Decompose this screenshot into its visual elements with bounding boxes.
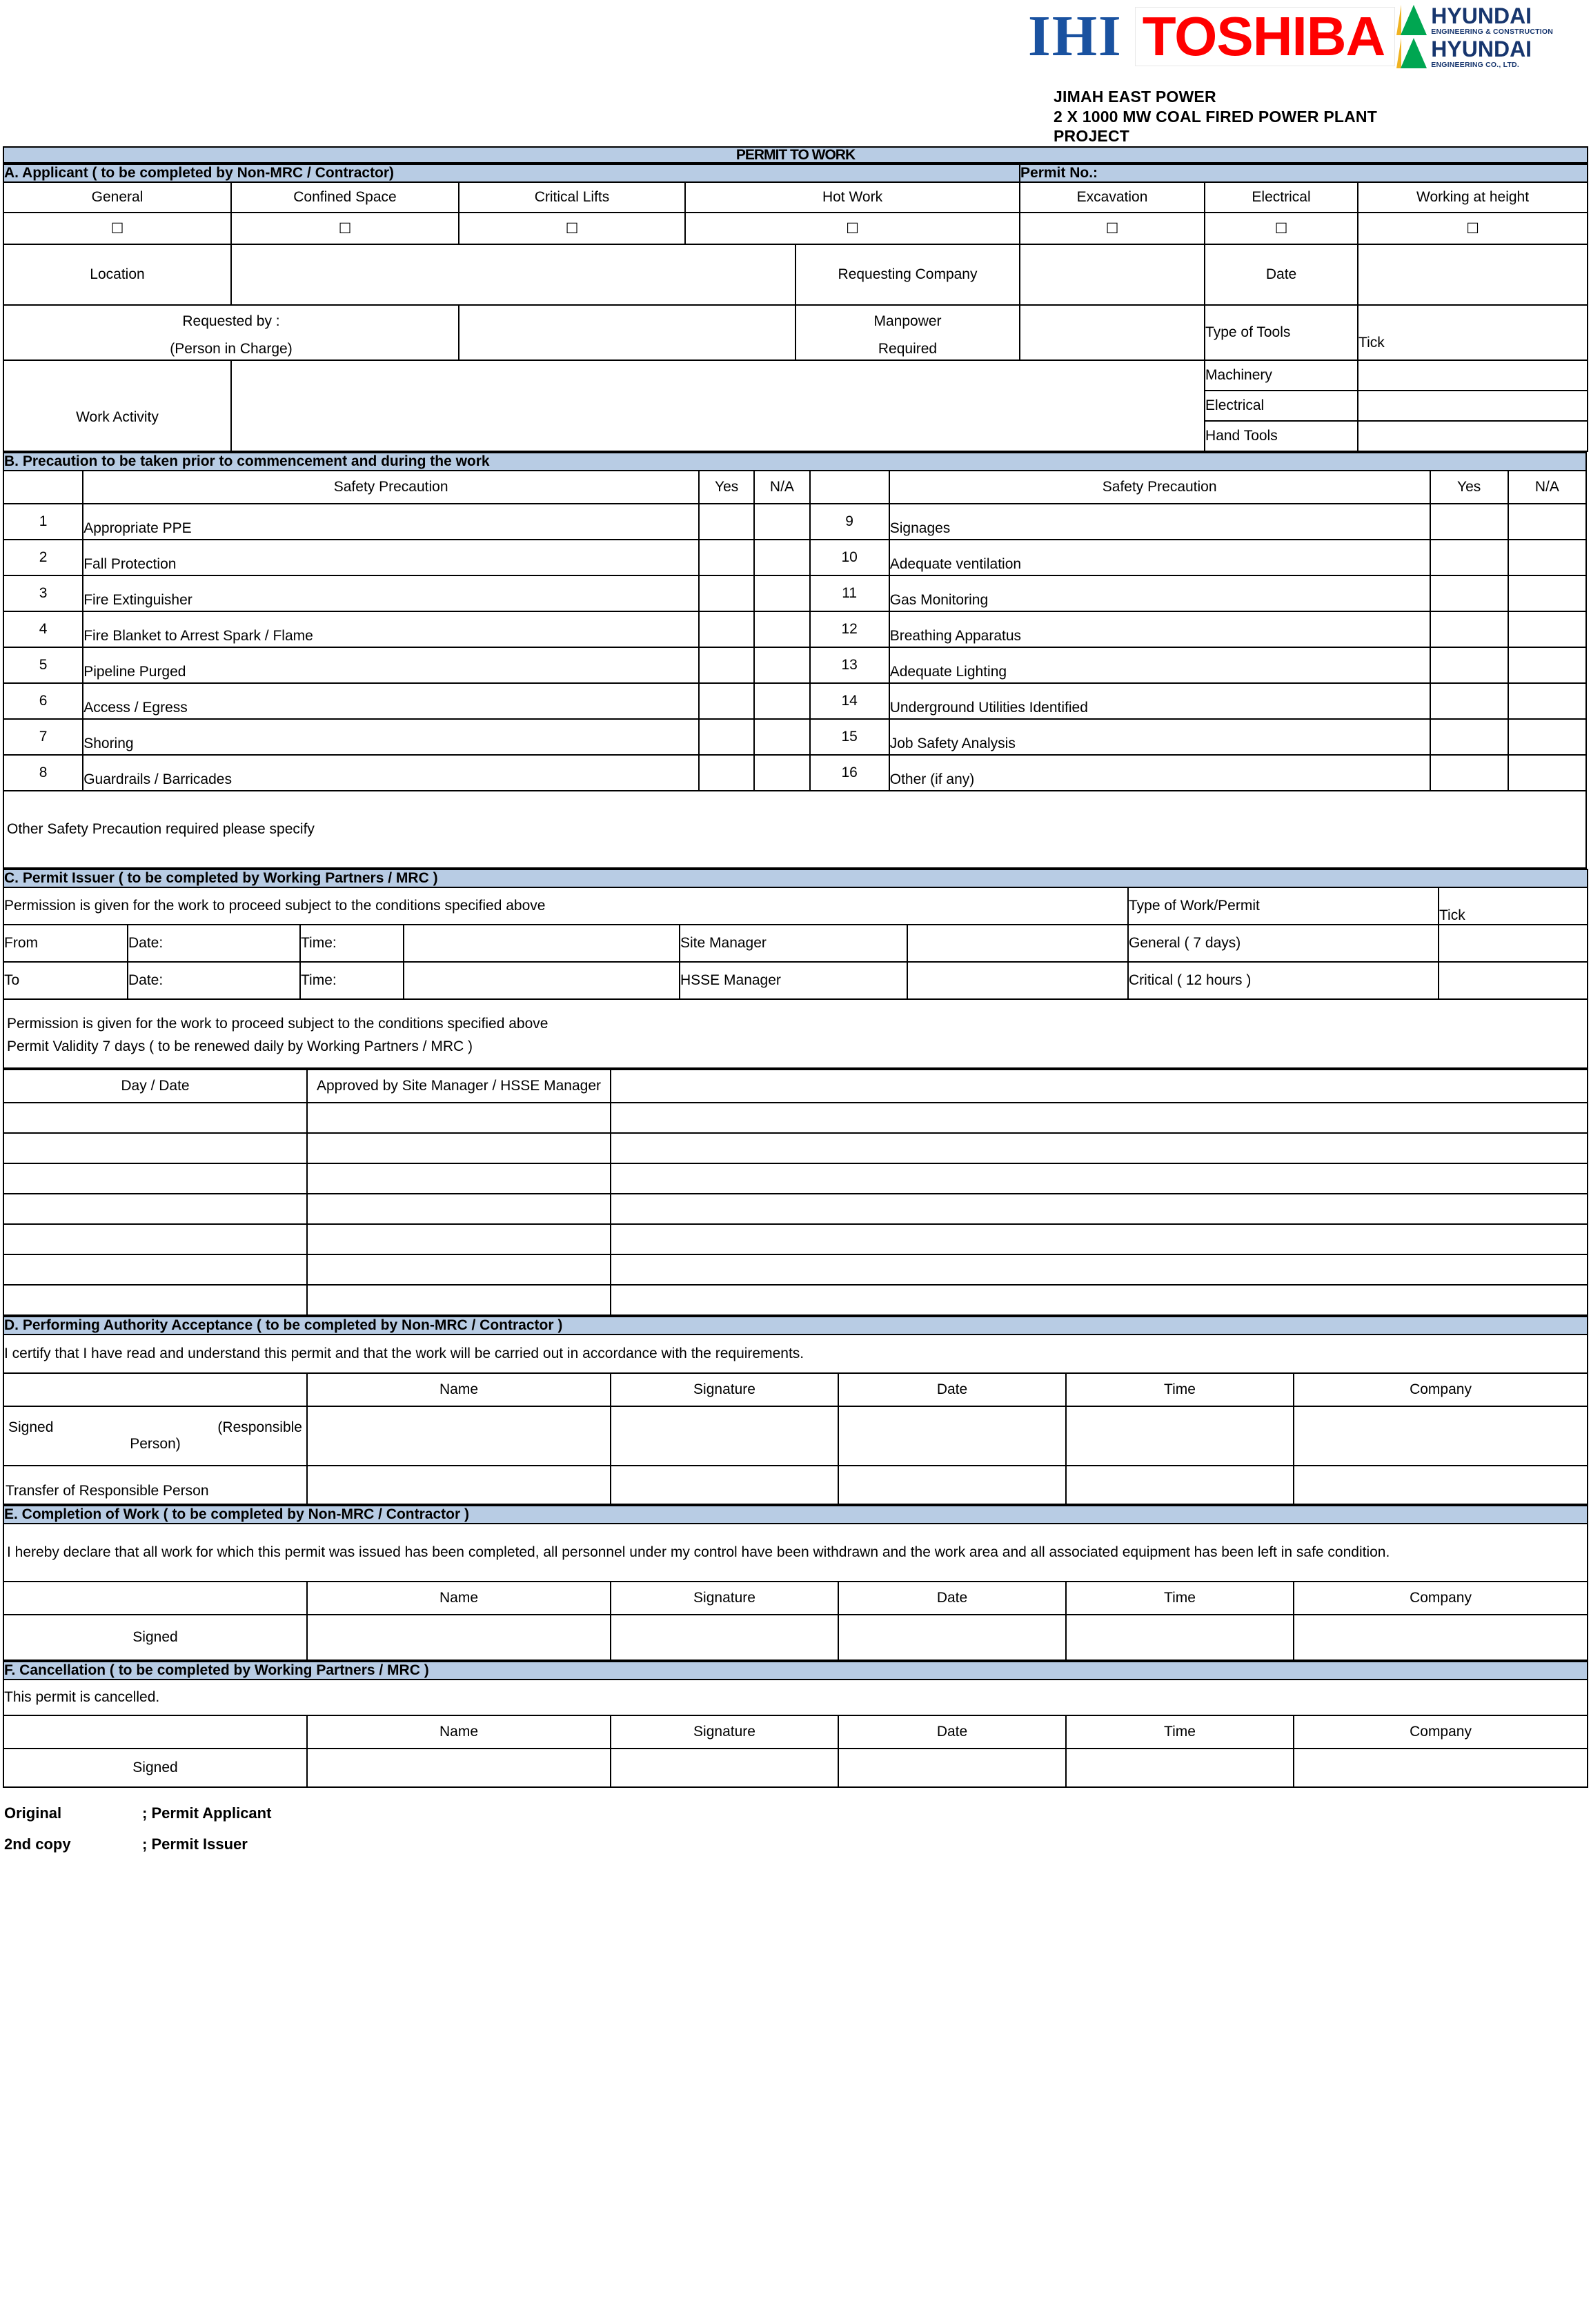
section-b-right-na-header: N/A — [1508, 471, 1586, 504]
section-e-col-company-header: Company — [1294, 1582, 1588, 1615]
precaution-16-yes[interactable] — [1430, 755, 1508, 791]
precaution-2-number: 2 — [3, 540, 83, 575]
from-label: From — [3, 925, 128, 962]
hsse-manager-input[interactable] — [907, 962, 1128, 999]
section-d-certify-text: I certify that I have read and understand this permit and that the work will be carried out in accordance with the requirements. — [3, 1335, 1588, 1373]
table-row — [3, 683, 1586, 719]
section-b-left-num-header — [3, 471, 83, 504]
section-d-col-name-header: Name — [307, 1373, 611, 1406]
daily-row-5-extra[interactable] — [611, 1224, 1588, 1254]
section-b-table — [3, 452, 1587, 869]
section-b-heading: B. Precaution to be taken prior to commencement and during the work — [3, 453, 1586, 471]
daily-row-1-approved[interactable] — [307, 1103, 611, 1133]
section-e-col-date-header: Date — [838, 1582, 1066, 1615]
precaution-6-na[interactable] — [754, 683, 809, 719]
section-f-signed-label: Signed — [3, 1749, 307, 1787]
hyundai-triangle-icon — [1395, 38, 1428, 68]
precaution-12-label: Breathing Apparatus — [889, 611, 1430, 647]
precaution-3-label: Fire Extinguisher — [83, 575, 699, 611]
precaution-8-label: Guardrails / Barricades — [83, 755, 699, 791]
tools-tick-header — [1358, 305, 1588, 360]
requested-by-input[interactable] — [459, 305, 796, 360]
section-f-row-date[interactable] — [838, 1749, 1066, 1787]
precaution-12-number: 12 — [810, 611, 889, 647]
permit-type-tick-header — [1439, 887, 1588, 925]
section-d-row1-company[interactable] — [1294, 1406, 1588, 1466]
work-type-general-label: General — [3, 182, 231, 213]
precaution-6-label: Access / Egress — [83, 683, 699, 719]
section-e-row-date[interactable] — [838, 1615, 1066, 1660]
permit-type-general-label: General ( 7 days) — [1128, 925, 1439, 962]
date-input[interactable] — [1358, 244, 1588, 305]
section-a-heading: A. Applicant ( to be completed by Non-MRC / Contractor) — [3, 164, 1020, 182]
signed-label: Signed — [8, 1419, 54, 1435]
precaution-4-na[interactable] — [754, 611, 809, 647]
precaution-7-yes[interactable] — [699, 719, 754, 755]
manpower-label — [796, 305, 1020, 360]
section-d-col-company-header: Company — [1294, 1373, 1588, 1406]
precaution-11-na[interactable] — [1508, 575, 1586, 611]
daily-col-extra-header — [611, 1070, 1588, 1103]
tools-tick-label: Tick — [1358, 335, 1385, 351]
hyundai-ec-sub: ENGINEERING & CONSTRUCTION — [1431, 27, 1553, 36]
type-of-work-permit-header: Type of Work/Permit — [1128, 887, 1439, 925]
permit-validity-text: Permit Validity 7 days ( to be renewed daily by Working Partners / MRC ) — [7, 1038, 473, 1054]
precaution-5-label: Pipeline Purged — [83, 647, 699, 683]
precaution-8-number: 8 — [3, 755, 83, 791]
precaution-10-number: 10 — [810, 540, 889, 575]
requested-by-line2: (Person in Charge) — [170, 341, 293, 357]
document-header — [0, 0, 1591, 146]
section-f-heading: F. Cancellation ( to be completed by Working Partners / MRC ) — [3, 1662, 1588, 1680]
section-d-col-time-header: Time — [1066, 1373, 1294, 1406]
section-c-table — [3, 869, 1588, 1069]
section-e-row-signature[interactable] — [611, 1615, 838, 1660]
daily-row-6-approved[interactable] — [307, 1254, 611, 1285]
precaution-5-na[interactable] — [754, 647, 809, 683]
table-row — [3, 611, 1586, 647]
section-d-row1-signature[interactable] — [611, 1406, 838, 1466]
footer-original-value: ; Permit Applicant — [142, 1804, 272, 1822]
precaution-14-label: Underground Utilities Identified — [889, 683, 1430, 719]
manpower-line2: Required — [878, 341, 938, 357]
table-row — [3, 1133, 1588, 1163]
precaution-9-label: Signages — [889, 504, 1430, 540]
precaution-4-number: 4 — [3, 611, 83, 647]
section-d-table — [3, 1316, 1588, 1505]
work-activity-label — [3, 360, 231, 451]
table-row — [3, 1254, 1588, 1285]
section-d-col-blank-header — [3, 1373, 307, 1406]
precaution-4-yes[interactable] — [699, 611, 754, 647]
permission-text-1: Permission is given for the work to proceed subject to the conditions specified above — [3, 887, 1128, 925]
precaution-1-yes[interactable] — [699, 504, 754, 540]
work-type-excavation-checkbox[interactable]: ☐ — [1020, 213, 1205, 244]
section-d-transfer-label: Transfer of Responsible Person — [3, 1466, 307, 1504]
precaution-5-number: 5 — [3, 647, 83, 683]
to-time-label[interactable]: Time: — [300, 962, 404, 999]
permit-type-critical-tick[interactable] — [1439, 962, 1588, 999]
work-activity-label-text: Work Activity — [76, 409, 159, 425]
section-b-left-yes-header: Yes — [699, 471, 754, 504]
section-f-col-date-header: Date — [838, 1715, 1066, 1749]
precaution-9-number: 9 — [810, 504, 889, 540]
footer-original-key: Original — [4, 1804, 62, 1822]
section-d-row1-date[interactable] — [838, 1406, 1066, 1466]
tools-row-electrical-tick[interactable] — [1358, 391, 1588, 421]
section-e-signed-label: Signed — [3, 1615, 307, 1660]
precaution-10-label: Adequate ventilation — [889, 540, 1430, 575]
section-e-row-time[interactable] — [1066, 1615, 1294, 1660]
precaution-10-yes[interactable] — [1430, 540, 1508, 575]
requested-by-line1: Requested by : — [182, 313, 280, 329]
precaution-7-na[interactable] — [754, 719, 809, 755]
project-line-1: JIMAH EAST POWER — [1054, 88, 1216, 106]
section-f-table — [3, 1661, 1588, 1788]
precaution-6-number: 6 — [3, 683, 83, 719]
daily-approval-table — [3, 1069, 1588, 1316]
daily-row-5-approved[interactable] — [307, 1224, 611, 1254]
project-title — [1054, 87, 1377, 146]
section-c-heading: C. Permit Issuer ( to be completed by Working Partners / MRC ) — [3, 869, 1588, 887]
table-row — [3, 755, 1586, 791]
section-e-col-name-header: Name — [307, 1582, 611, 1615]
daily-row-4-approved[interactable] — [307, 1194, 611, 1224]
precaution-15-yes[interactable] — [1430, 719, 1508, 755]
requested-by-label — [3, 305, 459, 360]
hyundai-eng-sub: ENGINEERING CO., LTD. — [1431, 60, 1519, 69]
from-date-label[interactable]: Date: — [128, 925, 300, 962]
precaution-9-na[interactable] — [1508, 504, 1586, 540]
work-type-hot-work-label: Hot Work — [685, 182, 1020, 213]
section-e-row-name[interactable] — [307, 1615, 611, 1660]
section-b-right-num-header — [810, 471, 889, 504]
precaution-14-number: 14 — [810, 683, 889, 719]
hyundai-ec-logo — [1395, 4, 1553, 36]
precaution-3-yes[interactable] — [699, 575, 754, 611]
precaution-11-number: 11 — [810, 575, 889, 611]
precaution-13-label: Adequate Lighting — [889, 647, 1430, 683]
section-d-row2-company[interactable] — [1294, 1466, 1588, 1504]
daily-row-2-approved[interactable] — [307, 1133, 611, 1163]
precaution-13-na[interactable] — [1508, 647, 1586, 683]
logo-group — [1028, 4, 1553, 69]
toshiba-logo: TOSHIBA — [1135, 7, 1396, 66]
hyundai-ec-name: HYUNDAI — [1431, 3, 1532, 28]
date-label: Date — [1205, 244, 1358, 305]
project-line-2: 2 X 1000 MW COAL FIRED POWER PLANT — [1054, 107, 1377, 126]
section-e-col-signature-header: Signature — [611, 1582, 838, 1615]
table-row — [3, 1163, 1588, 1194]
precaution-15-na[interactable] — [1508, 719, 1586, 755]
tools-row-hand-tools-tick[interactable] — [1358, 421, 1588, 451]
table-row — [3, 647, 1586, 683]
precaution-12-na[interactable] — [1508, 611, 1586, 647]
table-row — [3, 1466, 1588, 1504]
table-row — [3, 1406, 1588, 1466]
section-d-col-signature-header: Signature — [611, 1373, 838, 1406]
precaution-7-number: 7 — [3, 719, 83, 755]
location-input[interactable] — [231, 244, 796, 305]
precaution-5-yes[interactable] — [699, 647, 754, 683]
precaution-11-label: Gas Monitoring — [889, 575, 1430, 611]
precaution-2-na[interactable] — [754, 540, 809, 575]
daily-row-4-extra[interactable] — [611, 1194, 1588, 1224]
precaution-14-yes[interactable] — [1430, 683, 1508, 719]
table-row — [3, 575, 1586, 611]
tools-row-machinery-tick[interactable] — [1358, 360, 1588, 391]
precaution-16-number: 16 — [810, 755, 889, 791]
section-e-col-blank-header — [3, 1582, 307, 1615]
work-type-general-checkbox[interactable]: ☐ — [3, 213, 231, 244]
distribution-footer — [4, 1798, 1591, 1860]
daily-col-approved-header: Approved by Site Manager / HSSE Manager — [307, 1070, 611, 1103]
hyundai-eng-name: HYUNDAI — [1431, 36, 1532, 61]
daily-row-6-day[interactable] — [3, 1254, 307, 1285]
manpower-line1: Manpower — [873, 313, 942, 329]
to-label: To — [3, 962, 128, 999]
precaution-1-label: Appropriate PPE — [83, 504, 699, 540]
section-f-row-name[interactable] — [307, 1749, 611, 1787]
section-d-heading: D. Performing Authority Acceptance ( to be completed by Non-MRC / Contractor ) — [3, 1317, 1588, 1335]
precaution-12-yes[interactable] — [1430, 611, 1508, 647]
daily-row-3-day[interactable] — [3, 1163, 307, 1194]
daily-col-day-date-header: Day / Date — [3, 1070, 307, 1103]
permit-no-label[interactable]: Permit No.: — [1020, 164, 1588, 182]
to-time-input[interactable] — [404, 962, 680, 999]
type-of-tools-header: Type of Tools — [1205, 305, 1358, 360]
responsible-label: (Responsible — [217, 1419, 302, 1435]
footer-line-original — [4, 1798, 1591, 1829]
precaution-8-yes[interactable] — [699, 755, 754, 791]
footer-2nd-copy-value: ; Permit Issuer — [142, 1835, 248, 1853]
daily-row-5-day[interactable] — [3, 1224, 307, 1254]
requesting-company-input[interactable] — [1020, 244, 1205, 305]
table-row — [3, 1749, 1588, 1787]
person-label: Person) — [130, 1436, 181, 1452]
precaution-9-yes[interactable] — [1430, 504, 1508, 540]
section-f-cancel-text: This permit is cancelled. — [3, 1680, 1588, 1715]
permit-type-tick-label: Tick — [1439, 907, 1465, 923]
table-row — [3, 1224, 1588, 1254]
site-manager-input[interactable] — [907, 925, 1128, 962]
hyundai-triangle-icon — [1395, 5, 1428, 35]
section-d-col-date-header: Date — [838, 1373, 1066, 1406]
section-e-row-company[interactable] — [1294, 1615, 1588, 1660]
page-title: PERMIT TO WORK — [3, 147, 1588, 163]
work-type-confined-space-checkbox[interactable]: ☐ — [231, 213, 459, 244]
daily-row-7-extra[interactable] — [611, 1285, 1588, 1315]
daily-row-3-approved[interactable] — [307, 1163, 611, 1194]
precaution-15-number: 15 — [810, 719, 889, 755]
precaution-1-number: 1 — [3, 504, 83, 540]
work-type-excavation-label: Excavation — [1020, 182, 1205, 213]
tools-row-machinery-label: Machinery — [1205, 360, 1358, 391]
other-precaution-field[interactable] — [3, 791, 1586, 868]
work-activity-input[interactable] — [231, 360, 1205, 451]
footer-2nd-copy-key: 2nd copy — [4, 1835, 71, 1853]
daily-row-3-extra[interactable] — [611, 1163, 1588, 1194]
section-e-declare-text: I hereby declare that all work for which this permit was issued has been completed, all personnel under my control have been withdrawn and the work area and all associated equipment has been left in safe condition. — [3, 1524, 1588, 1582]
precaution-7-label: Shoring — [83, 719, 699, 755]
precaution-16-na[interactable] — [1508, 755, 1586, 791]
section-d-row1-name[interactable] — [307, 1406, 611, 1466]
permission-validity-block — [3, 999, 1588, 1068]
section-f-col-time-header: Time — [1066, 1715, 1294, 1749]
section-b-right-yes-header: Yes — [1430, 471, 1508, 504]
daily-row-7-day[interactable] — [3, 1285, 307, 1315]
work-type-hot-work-checkbox[interactable]: ☐ — [685, 213, 1020, 244]
tools-row-hand-tools-label: Hand Tools — [1205, 421, 1358, 451]
work-type-electrical-checkbox[interactable]: ☐ — [1205, 213, 1358, 244]
permit-type-general-tick[interactable] — [1439, 925, 1588, 962]
precaution-6-yes[interactable] — [699, 683, 754, 719]
manpower-input[interactable] — [1020, 305, 1205, 360]
table-row — [3, 719, 1586, 755]
section-d-signed-responsible-label — [3, 1406, 307, 1466]
daily-row-1-extra[interactable] — [611, 1103, 1588, 1133]
hyundai-eng-logo — [1395, 37, 1553, 69]
section-f-row-time[interactable] — [1066, 1749, 1294, 1787]
precaution-2-label: Fall Protection — [83, 540, 699, 575]
table-row — [3, 1194, 1588, 1224]
table-row — [3, 1615, 1588, 1660]
work-type-confined-space-label: Confined Space — [231, 182, 459, 213]
section-d-row2-name[interactable] — [307, 1466, 611, 1504]
other-precaution-label: Other Safety Precaution required please specify — [7, 821, 315, 837]
work-type-working-at-height-label: Working at height — [1358, 182, 1588, 213]
daily-row-2-day[interactable] — [3, 1133, 307, 1163]
section-d-row2-signature[interactable] — [611, 1466, 838, 1504]
precaution-4-label: Fire Blanket to Arrest Spark / Flame — [83, 611, 699, 647]
section-d-row2-time[interactable] — [1066, 1466, 1294, 1504]
section-b-left-na-header: N/A — [754, 471, 809, 504]
from-time-label[interactable]: Time: — [300, 925, 404, 962]
section-b-left-precaution-header: Safety Precaution — [83, 471, 699, 504]
daily-row-6-extra[interactable] — [611, 1254, 1588, 1285]
ihi-logo: IHI — [1028, 4, 1123, 68]
table-row — [3, 1285, 1588, 1315]
project-line-3: PROJECT — [1054, 127, 1130, 146]
daily-row-4-day[interactable] — [3, 1194, 307, 1224]
site-manager-label: Site Manager — [680, 925, 907, 962]
precaution-14-na[interactable] — [1508, 683, 1586, 719]
precaution-3-number: 3 — [3, 575, 83, 611]
precaution-2-yes[interactable] — [699, 540, 754, 575]
precaution-15-label: Job Safety Analysis — [889, 719, 1430, 755]
hyundai-logo-stack — [1395, 4, 1553, 69]
section-e-table — [3, 1505, 1588, 1661]
precaution-10-na[interactable] — [1508, 540, 1586, 575]
permission-text-2: Permission is given for the work to proceed subject to the conditions specified above — [7, 1016, 549, 1032]
daily-row-2-extra[interactable] — [611, 1133, 1588, 1163]
precaution-16-label: Other (if any) — [889, 755, 1430, 791]
from-time-input[interactable] — [404, 925, 680, 962]
work-type-critical-lifts-checkbox[interactable]: ☐ — [459, 213, 685, 244]
hsse-manager-label: HSSE Manager — [680, 962, 907, 999]
section-f-col-name-header: Name — [307, 1715, 611, 1749]
section-d-row2-date[interactable] — [838, 1466, 1066, 1504]
section-a-table — [3, 164, 1588, 452]
precaution-3-na[interactable] — [754, 575, 809, 611]
table-row — [3, 504, 1586, 540]
work-type-electrical-label: Electrical — [1205, 182, 1358, 213]
table-row — [3, 540, 1586, 575]
work-type-critical-lifts-label: Critical Lifts — [459, 182, 685, 213]
precaution-8-na[interactable] — [754, 755, 809, 791]
daily-row-7-approved[interactable] — [307, 1285, 611, 1315]
precaution-13-yes[interactable] — [1430, 647, 1508, 683]
footer-line-2nd-copy — [4, 1829, 1591, 1860]
tools-row-electrical-label: Electrical — [1205, 391, 1358, 421]
section-e-heading: E. Completion of Work ( to be completed by Non-MRC / Contractor ) — [3, 1506, 1588, 1524]
location-label: Location — [3, 244, 231, 305]
title-table — [3, 146, 1588, 164]
to-date-label[interactable]: Date: — [128, 962, 300, 999]
work-type-working-at-height-checkbox[interactable]: ☐ — [1358, 213, 1588, 244]
precaution-13-number: 13 — [810, 647, 889, 683]
section-e-col-time-header: Time — [1066, 1582, 1294, 1615]
section-f-col-blank-header — [3, 1715, 307, 1749]
precaution-11-yes[interactable] — [1430, 575, 1508, 611]
section-b-right-precaution-header: Safety Precaution — [889, 471, 1430, 504]
table-row — [3, 1103, 1588, 1133]
section-f-col-company-header: Company — [1294, 1715, 1588, 1749]
section-f-row-company[interactable] — [1294, 1749, 1588, 1787]
section-d-row1-time[interactable] — [1066, 1406, 1294, 1466]
requesting-company-label: Requesting Company — [796, 244, 1020, 305]
section-f-col-signature-header: Signature — [611, 1715, 838, 1749]
permit-type-critical-label: Critical ( 12 hours ) — [1128, 962, 1439, 999]
daily-row-1-day[interactable] — [3, 1103, 307, 1133]
section-f-row-signature[interactable] — [611, 1749, 838, 1787]
precaution-1-na[interactable] — [754, 504, 809, 540]
